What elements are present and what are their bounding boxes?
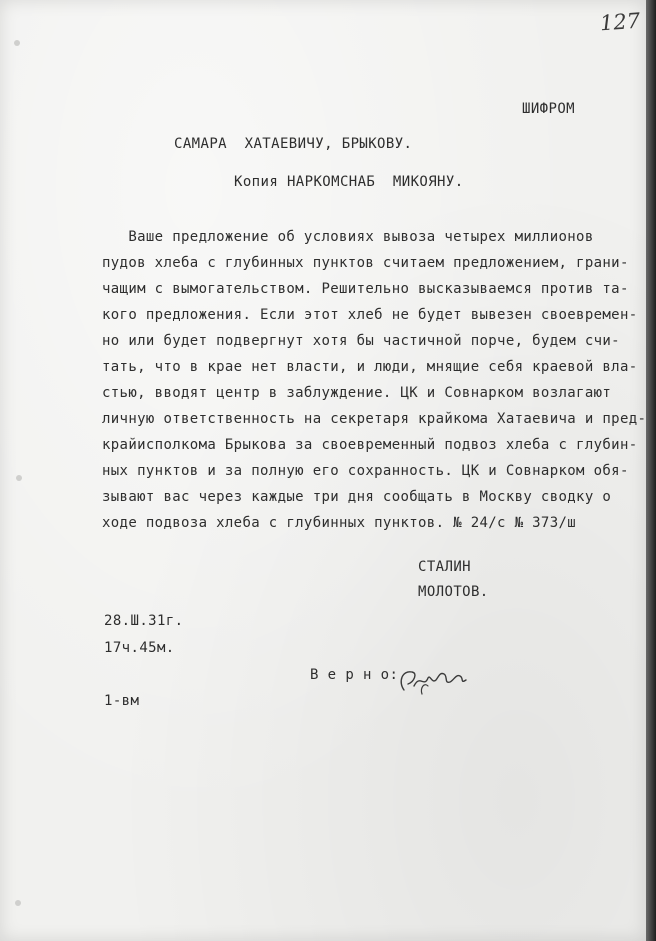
binding-hole xyxy=(16,475,22,481)
body-line: ходе подвоза хлеба с глубинных пунктов. № 24/с № 373/ш xyxy=(102,515,577,531)
copies-count: 1-вм xyxy=(104,693,140,709)
body-line: личную ответственность на секретаря крайкома Хатаевича и пред- xyxy=(102,411,647,427)
body-line: чащим с вымогательством. Решительно высказываемся против та- xyxy=(102,281,629,297)
body-line: крайисполкома Брыкова за своевременный подвоз хлеба с глубин- xyxy=(102,437,638,453)
time: 17ч.45м. xyxy=(104,640,175,656)
body-line: стью, вводят центр в заблуждение. ЦК и Совнарком возлагают xyxy=(102,385,612,401)
binding-hole xyxy=(15,900,21,906)
scan-edge xyxy=(646,0,656,941)
cipher-mark: ШИФРОМ xyxy=(522,101,575,117)
body-line: ных пунктов и за полную его сохранность. ЦК и Совнарком обя- xyxy=(102,463,629,479)
verified-label: В е р н о: xyxy=(310,667,399,683)
date: 28.Ш.31г. xyxy=(104,613,184,629)
body-line: Ваше предложение об условиях вывоза четырех миллионов xyxy=(102,229,594,245)
handwritten-signature xyxy=(394,660,472,700)
copy-line: Копия НАРКОМСНАБ МИКОЯНУ. xyxy=(234,174,464,190)
binding-hole xyxy=(14,40,20,46)
folio-number: 127 xyxy=(599,8,641,36)
signatory-molotov: МОЛОТОВ. xyxy=(418,584,489,600)
signatory-stalin: СТАЛИН xyxy=(418,559,471,575)
body-line: кого предложения. Если этот хлеб не будет вывезен своевремен- xyxy=(102,307,638,323)
body-line: пудов хлеба с глубинных пунктов считаем предложением, грани- xyxy=(102,255,629,271)
body-line: зывают вас через каждые три дня сообщать в Москву сводку о xyxy=(102,489,612,505)
body-line: тать, что в крае нет власти, и люди, мнящие себя краевой вла- xyxy=(102,359,638,375)
body-line: но или будет подвергнут хотя бы частичной порче, будем счи- xyxy=(102,333,620,349)
addressees: САМАРА ХАТАЕВИЧУ, БРЫКОВУ. xyxy=(174,136,413,152)
